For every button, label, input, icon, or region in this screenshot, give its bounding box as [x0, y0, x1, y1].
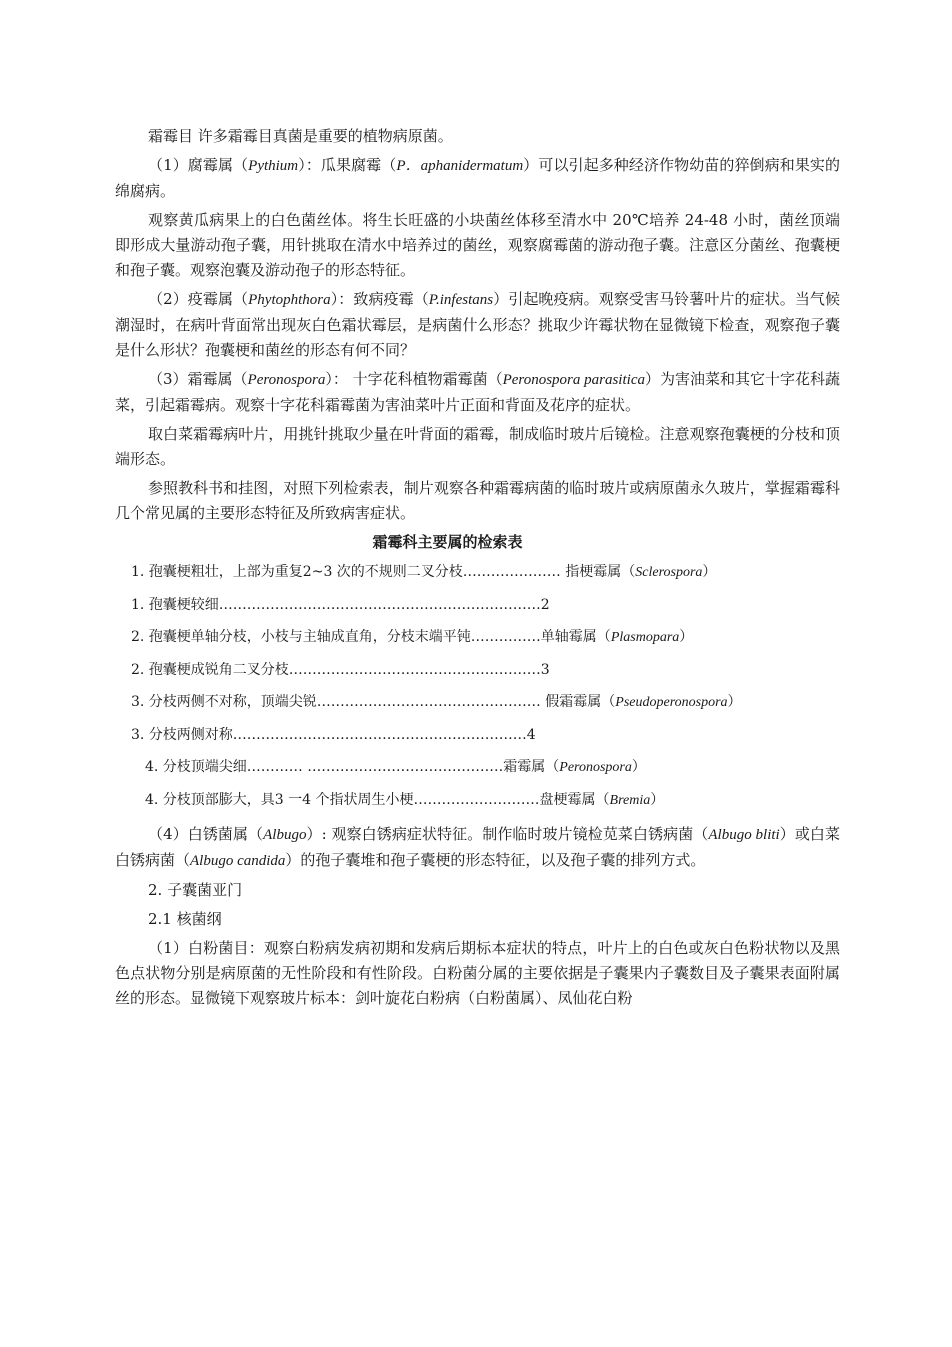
key-row: 3. 分枝两侧对称………………………………………………………4 — [131, 727, 536, 743]
paragraph-reference: 参照教科书和挂图，对照下列检索表，制片观察各种霜霉病菌的临时玻片或病原菌永久玻片，掌握霜霉科几个常见属的主要形态特征及所致病害症状。 — [115, 479, 840, 522]
paragraph-cabbage: 取白菜霜霉病叶片，用挑针挑取少量在叶背面的霜霉，制成临时玻片后镜检。注意观察孢囊梗的分枝和顶端形态。 — [115, 425, 840, 468]
key-row: 1. 孢囊梗较细……………………………………………………………2 — [131, 597, 550, 613]
key-row: 3. 分枝两侧不对称，顶端尖锐………………………………………… 假霜霉属（Pseudoperonospora） — [131, 694, 742, 710]
paragraph-albugo: （4）白锈菌属（Albugo）: 观察白锈病症状特征。制作临时玻片镜检苋菜白锈病菌（Albugo bliti）或白菜白锈病菌（Albugo candida）的孢子囊堆和孢子囊梗的形态特征，以及孢子囊的排列方式。 — [115, 825, 840, 869]
key-table — [115, 561, 840, 812]
key-row: 1. 孢囊梗粗壮，上部为重复2~3 次的不规则二叉分枝………………… 指梗霉属（Sclerospora） — [131, 564, 717, 580]
key-row: 4. 分枝顶端尖细………… ……………………………………霜霉属（Peronospora） — [145, 759, 646, 775]
document-page — [115, 124, 840, 1015]
key-row: 2. 孢囊梗成锐角二叉分枝………………………………………………3 — [131, 662, 550, 678]
section-heading-ascomycota: 2. 子囊菌亚门 — [148, 881, 243, 899]
paragraph-peronospora: （3）霜霉属（Peronospora）： 十字花科植物霜霉菌（Peronospora parasitica）为害油菜和其它十字花科蔬菜，引起霜霉病。观察十字花科霜霉菌为害油菜叶片正面和背面及花序的症状。 — [115, 370, 840, 414]
paragraph-phytophthora: （2）疫霉属（Phytophthora）：致病疫霉（P.infestans）引起晚疫病。观察受害马铃薯叶片的症状。当气候潮湿时，在病叶背面常出现灰白色霜状霉层，是病菌什么形态？挑取少许霉状物在显微镜下检查，观察孢子囊是什么形状？孢囊梗和菌丝的形态有何不同？ — [115, 290, 840, 359]
paragraph-intro: 霜霉目 许多霜霉目真菌是重要的植物病原菌。 — [148, 127, 453, 145]
paragraph-pythium: （1）腐霉属（Pythium）：瓜果腐霉（P．aphanidermatum）可以引起多种经济作物幼苗的猝倒病和果实的绵腐病。 — [115, 156, 840, 200]
key-table-title: 霜霉科主要属的检索表 — [372, 533, 523, 551]
paragraph-observe-cucumber: 观察黄瓜病果上的白色菌丝体。将生长旺盛的小块菌丝体移至清水中 20℃培养 24-48 小时，菌丝顶端即形成大量游动孢子囊，用针挑取在清水中培养过的菌丝，观察腐霉菌的游动孢子囊。注意区分菌丝、孢囊梗和孢子囊。观察泡囊及游动孢子的形态特征。 — [115, 211, 840, 279]
key-row: 2. 孢囊梗单轴分枝，小枝与主轴成直角，分枝末端平钝……………单轴霉属（Plasmopara） — [131, 629, 694, 645]
section-heading-pyrenomycetes: 2.1 核菌纲 — [148, 910, 222, 928]
key-row: 4. 分枝顶部膨大，具3 一4 个指状周生小梗………………………盘梗霉属（Bremia） — [145, 792, 665, 808]
paragraph-erysiphales: （1）白粉菌目：观察白粉病发病初期和发病后期标本症状的特点，叶片上的白色或灰白色粉状物以及黑色点状物分别是病原菌的无性阶段和有性阶段。白粉菌分属的主要依据是子囊果内子囊数目及子囊果表面附属丝的形态。显微镜下观察玻片标本：剑叶旋花白粉病（白粉菌属）、凤仙花白粉 — [115, 939, 840, 1007]
